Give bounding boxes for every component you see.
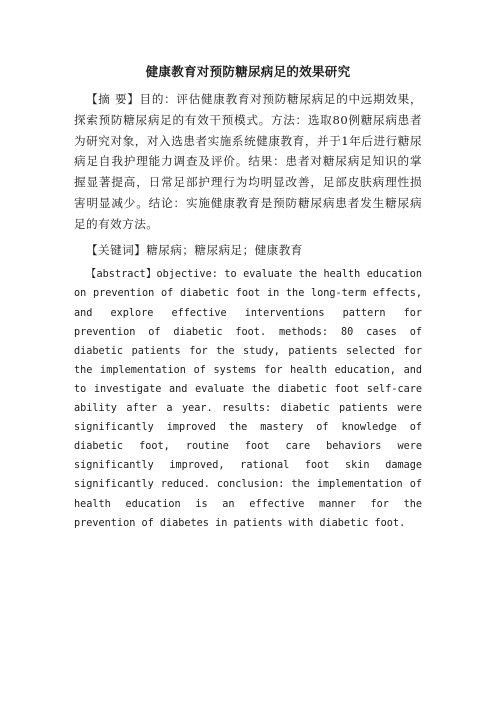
document-page	[74, 62, 422, 533]
chinese-abstract: 【摘 要】目的：评估健康教育对预防糖尿病足的中远期效果，探索预防糖尿病足的有效干预模式。方法：选取80例糖尿病患者为研究对象，对入选患者实施系统健康教育，并于1年后进行糖尿病足自我护理能力调查及评价。结果：患者对糖尿病足知识的掌握显著提高，日常足部护理行为均明显改善，足部皮肤病理性损害明显减少。结论：实施健康教育是预防糖尿病患者发生糖尿病足的有效方法。	[74, 92, 422, 231]
document-title: 健康教育对预防糖尿病足的效果研究	[145, 64, 351, 79]
chinese-keywords: 【关键词】糖尿病；糖尿病足；健康教育	[86, 242, 303, 257]
english-abstract: 【abstract】objective: to evaluate the health education on prevention of diabetic foot in the long-term effects, and explore effective interventions pattern for prevention of diabetic foot. methods: 80 cases of diabetic patients for the study, patients selected for the implementation of systems for health education, and to investigate and evaluate the diabetic foot self-care ability after a year. results: diabetic patients were significantly improved the mastery of knowledge of diabetic foot, routine foot care behaviors were significantly improved, rational foot skin damage significantly reduced. conclusion: the implementation of health education is an effective manner for the prevention of diabetes in patients with diabetic foot.	[74, 269, 422, 529]
